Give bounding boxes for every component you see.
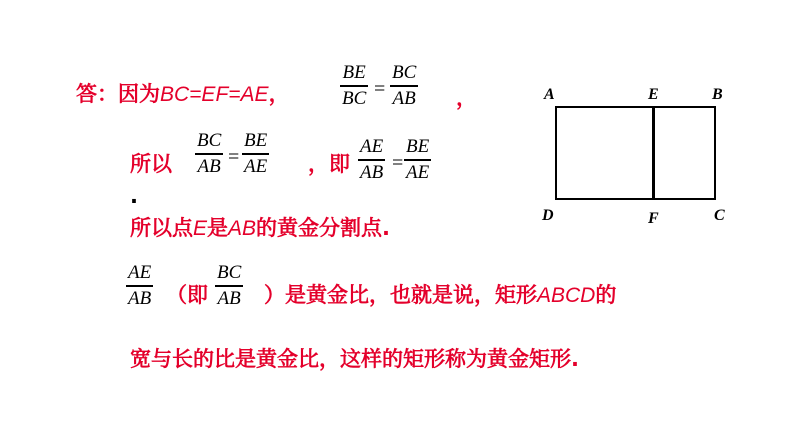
golden-ratio-line: ）是黄金比，也就是说，矩形ABCD的	[264, 283, 617, 307]
fraction-bc-ab-2: BC AB	[197, 130, 222, 177]
answer-lead: 答：因为	[76, 82, 160, 106]
rectangle-abcd	[555, 106, 716, 200]
label-a: A	[544, 86, 555, 103]
fraction-ae-ab-3: AE AB	[128, 262, 152, 309]
label-f: F	[648, 210, 659, 227]
paren-open: （即	[166, 283, 208, 307]
fraction-be-ae-2: BE AE	[406, 136, 430, 183]
so-label: 所以	[130, 152, 172, 176]
comma: ，	[268, 82, 290, 106]
answer-line-1	[76, 80, 290, 109]
fraction-bc-ab-3: BC AB	[217, 262, 242, 309]
conclusion-line: 所以点E是AB的黄金分割点.	[130, 216, 391, 240]
period-dot: .	[130, 184, 138, 208]
comma-after-fraction: ，	[456, 86, 477, 110]
equals-sign: =	[392, 152, 404, 174]
equals-sign: =	[374, 78, 386, 100]
fraction-be-ae: BE AE	[244, 130, 268, 177]
that-is-label: ，即	[308, 152, 350, 176]
segment-ef	[652, 106, 655, 200]
fraction-be-bc: BE BC	[342, 62, 367, 109]
label-b: B	[712, 86, 723, 103]
label-d: D	[542, 207, 554, 224]
label-c: C	[714, 207, 725, 224]
equality-expression: BC=EF=AE	[160, 83, 269, 106]
label-e: E	[648, 86, 659, 103]
definition-line: 宽与长的比是黄金比，这样的矩形称为黄金矩形.	[130, 347, 579, 371]
fraction-ae-ab: AE AB	[360, 136, 384, 183]
equals-sign: =	[228, 146, 240, 168]
fraction-bc-ab: BC AB	[392, 62, 417, 109]
